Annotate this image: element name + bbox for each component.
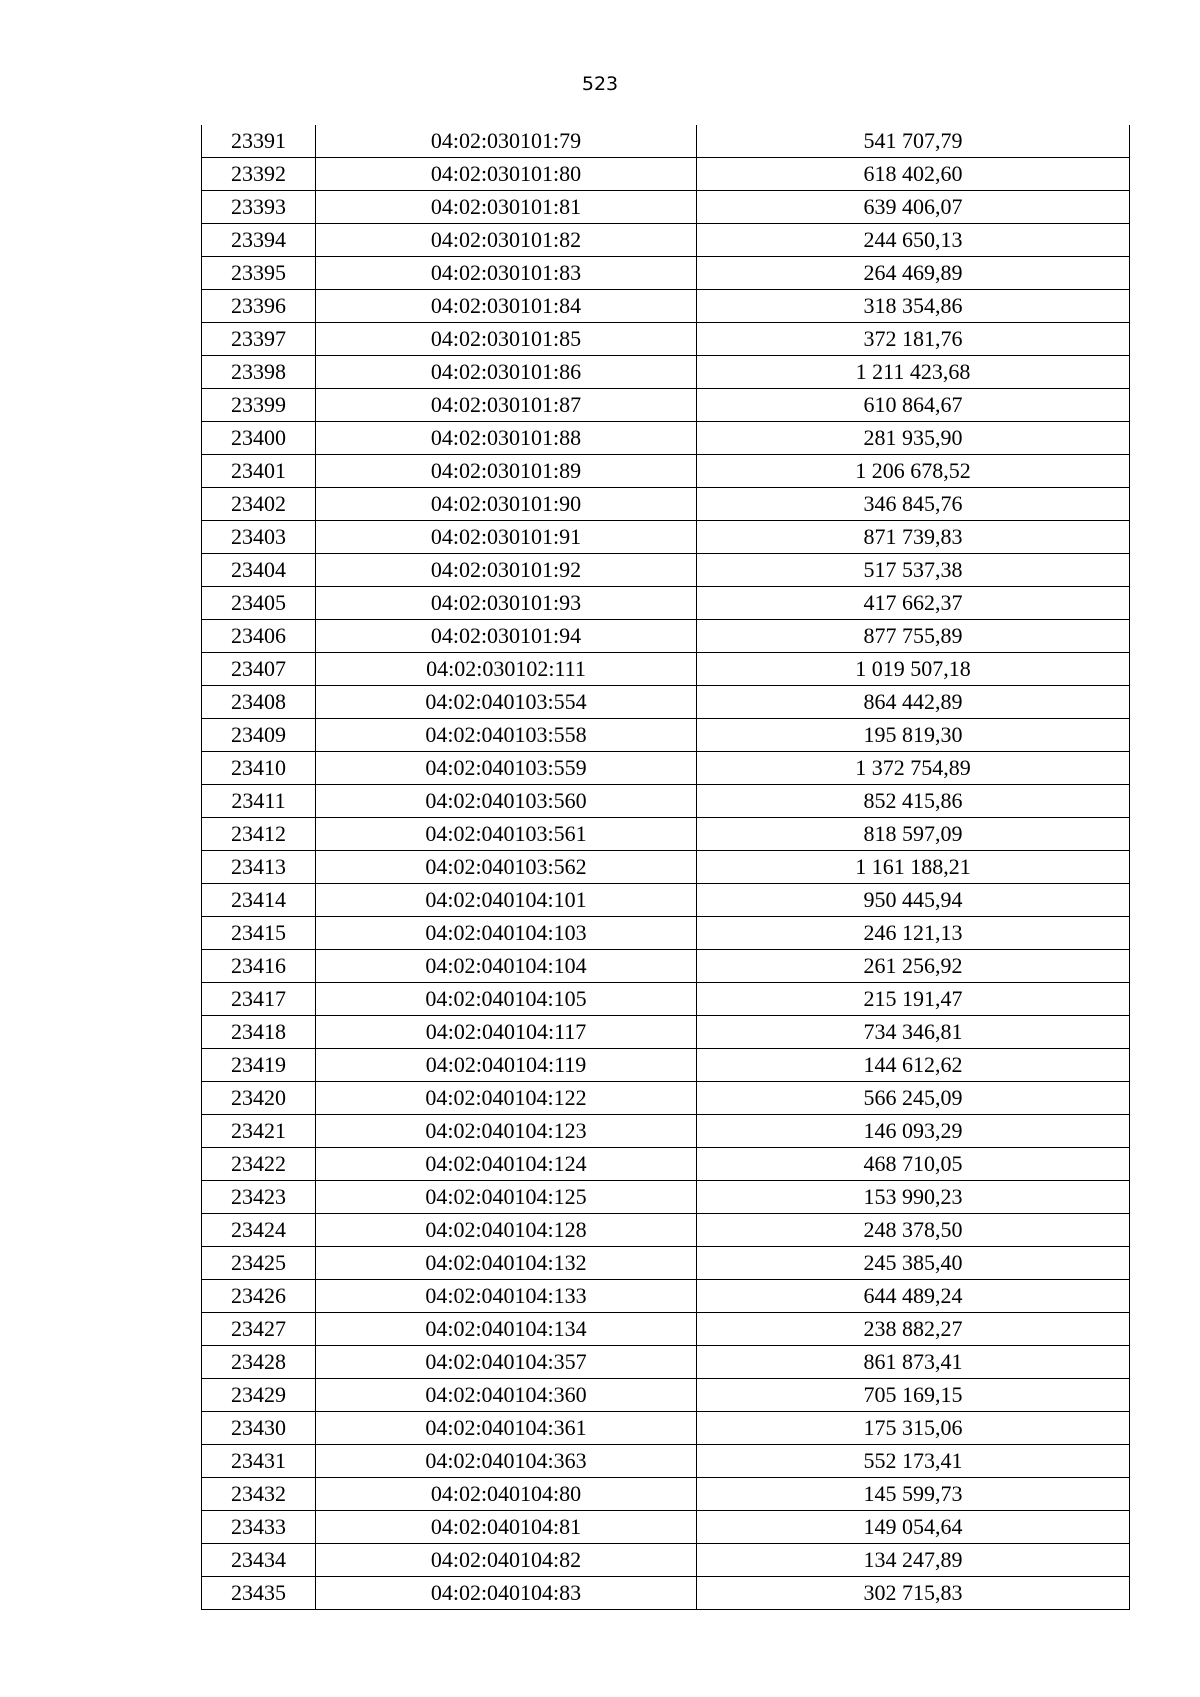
row-number-cell: 23391 (202, 125, 316, 158)
table-row (202, 851, 1130, 884)
cadastral-value-cell: 517 537,38 (697, 554, 1130, 587)
cadastral-value-cell: 864 442,89 (697, 686, 1130, 719)
cadastral-number-cell: 04:02:040104:132 (316, 1247, 697, 1280)
row-number-cell: 23430 (202, 1412, 316, 1445)
row-number-cell: 23416 (202, 950, 316, 983)
cadastral-value-cell: 417 662,37 (697, 587, 1130, 620)
cadastral-number-cell: 04:02:040103:561 (316, 818, 697, 851)
cadastral-number-cell: 04:02:040103:559 (316, 752, 697, 785)
cadastral-number-cell: 04:02:040104:82 (316, 1544, 697, 1577)
row-number-cell: 23394 (202, 224, 316, 257)
cadastral-number-cell: 04:02:030101:92 (316, 554, 697, 587)
row-number-cell: 23415 (202, 917, 316, 950)
cadastral-value-cell: 144 612,62 (697, 1049, 1130, 1082)
cadastral-value-cell: 818 597,09 (697, 818, 1130, 851)
cadastral-value-table (201, 125, 1130, 1610)
cadastral-number-cell: 04:02:030101:81 (316, 191, 697, 224)
table-row (202, 356, 1130, 389)
cadastral-number-cell: 04:02:030101:87 (316, 389, 697, 422)
cadastral-number-cell: 04:02:030101:86 (316, 356, 697, 389)
row-number-cell: 23428 (202, 1346, 316, 1379)
row-number-cell: 23407 (202, 653, 316, 686)
table-row (202, 752, 1130, 785)
row-number-cell: 23406 (202, 620, 316, 653)
row-number-cell: 23409 (202, 719, 316, 752)
cadastral-number-cell: 04:02:030102:111 (316, 653, 697, 686)
table-row (202, 1445, 1130, 1478)
cadastral-value-cell: 852 415,86 (697, 785, 1130, 818)
row-number-cell: 23413 (202, 851, 316, 884)
row-number-cell: 23432 (202, 1478, 316, 1511)
cadastral-number-cell: 04:02:030101:84 (316, 290, 697, 323)
cadastral-value-cell: 153 990,23 (697, 1181, 1130, 1214)
row-number-cell: 23393 (202, 191, 316, 224)
cadastral-value-cell: 215 191,47 (697, 983, 1130, 1016)
cadastral-number-cell: 04:02:040104:103 (316, 917, 697, 950)
row-number-cell: 23435 (202, 1577, 316, 1610)
row-number-cell: 23405 (202, 587, 316, 620)
cadastral-value-cell: 1 211 423,68 (697, 356, 1130, 389)
table-row (202, 389, 1130, 422)
cadastral-number-cell: 04:02:040104:128 (316, 1214, 697, 1247)
row-number-cell: 23412 (202, 818, 316, 851)
cadastral-number-cell: 04:02:040103:554 (316, 686, 697, 719)
cadastral-value-cell: 244 650,13 (697, 224, 1130, 257)
table-row (202, 719, 1130, 752)
cadastral-value-cell: 246 121,13 (697, 917, 1130, 950)
cadastral-number-cell: 04:02:040104:125 (316, 1181, 697, 1214)
table-row (202, 1247, 1130, 1280)
cadastral-number-cell: 04:02:030101:79 (316, 125, 697, 158)
table-row (202, 1148, 1130, 1181)
cadastral-value-cell: 1 161 188,21 (697, 851, 1130, 884)
cadastral-number-cell: 04:02:040104:117 (316, 1016, 697, 1049)
table-row (202, 1577, 1130, 1610)
row-number-cell: 23410 (202, 752, 316, 785)
cadastral-value-table-container (201, 125, 1129, 1610)
table-row (202, 1016, 1130, 1049)
table-row (202, 1313, 1130, 1346)
row-number-cell: 23396 (202, 290, 316, 323)
table-row (202, 983, 1130, 1016)
cadastral-value-cell: 1 206 678,52 (697, 455, 1130, 488)
row-number-cell: 23425 (202, 1247, 316, 1280)
cadastral-value-cell: 871 739,83 (697, 521, 1130, 554)
row-number-cell: 23423 (202, 1181, 316, 1214)
table-row (202, 125, 1130, 158)
cadastral-number-cell: 04:02:040104:81 (316, 1511, 697, 1544)
row-number-cell: 23401 (202, 455, 316, 488)
cadastral-number-cell: 04:02:030101:85 (316, 323, 697, 356)
row-number-cell: 23400 (202, 422, 316, 455)
table-row (202, 1511, 1130, 1544)
cadastral-number-cell: 04:02:040104:357 (316, 1346, 697, 1379)
cadastral-value-cell: 248 378,50 (697, 1214, 1130, 1247)
cadastral-value-cell: 134 247,89 (697, 1544, 1130, 1577)
cadastral-number-cell: 04:02:030101:94 (316, 620, 697, 653)
cadastral-number-cell: 04:02:040103:558 (316, 719, 697, 752)
table-body (202, 125, 1130, 1610)
cadastral-value-cell: 195 819,30 (697, 719, 1130, 752)
cadastral-value-cell: 468 710,05 (697, 1148, 1130, 1181)
table-row (202, 686, 1130, 719)
row-number-cell: 23418 (202, 1016, 316, 1049)
row-number-cell: 23429 (202, 1379, 316, 1412)
table-row (202, 290, 1130, 323)
row-number-cell: 23403 (202, 521, 316, 554)
row-number-cell: 23414 (202, 884, 316, 917)
cadastral-value-cell: 318 354,86 (697, 290, 1130, 323)
table-row (202, 422, 1130, 455)
row-number-cell: 23424 (202, 1214, 316, 1247)
cadastral-value-cell: 145 599,73 (697, 1478, 1130, 1511)
cadastral-value-cell: 346 845,76 (697, 488, 1130, 521)
row-number-cell: 23427 (202, 1313, 316, 1346)
cadastral-number-cell: 04:02:030101:80 (316, 158, 697, 191)
cadastral-value-cell: 264 469,89 (697, 257, 1130, 290)
table-row (202, 884, 1130, 917)
cadastral-number-cell: 04:02:040104:104 (316, 950, 697, 983)
cadastral-value-cell: 552 173,41 (697, 1445, 1130, 1478)
table-row (202, 950, 1130, 983)
table-row (202, 257, 1130, 290)
row-number-cell: 23421 (202, 1115, 316, 1148)
cadastral-number-cell: 04:02:030101:83 (316, 257, 697, 290)
cadastral-number-cell: 04:02:030101:93 (316, 587, 697, 620)
row-number-cell: 23398 (202, 356, 316, 389)
cadastral-number-cell: 04:02:040104:360 (316, 1379, 697, 1412)
row-number-cell: 23417 (202, 983, 316, 1016)
table-row (202, 1115, 1130, 1148)
cadastral-value-cell: 861 873,41 (697, 1346, 1130, 1379)
table-row (202, 158, 1130, 191)
cadastral-value-cell: 877 755,89 (697, 620, 1130, 653)
table-row (202, 1379, 1130, 1412)
cadastral-value-cell: 734 346,81 (697, 1016, 1130, 1049)
cadastral-value-cell: 238 882,27 (697, 1313, 1130, 1346)
cadastral-value-cell: 302 715,83 (697, 1577, 1130, 1610)
cadastral-number-cell: 04:02:040104:119 (316, 1049, 697, 1082)
cadastral-number-cell: 04:02:030101:89 (316, 455, 697, 488)
table-row (202, 1478, 1130, 1511)
row-number-cell: 23419 (202, 1049, 316, 1082)
table-row (202, 521, 1130, 554)
cadastral-value-cell: 175 315,06 (697, 1412, 1130, 1445)
row-number-cell: 23433 (202, 1511, 316, 1544)
table-row (202, 1280, 1130, 1313)
cadastral-number-cell: 04:02:030101:90 (316, 488, 697, 521)
table-row (202, 455, 1130, 488)
table-row (202, 818, 1130, 851)
cadastral-value-cell: 618 402,60 (697, 158, 1130, 191)
cadastral-number-cell: 04:02:030101:91 (316, 521, 697, 554)
row-number-cell: 23402 (202, 488, 316, 521)
cadastral-number-cell: 04:02:040104:83 (316, 1577, 697, 1610)
cadastral-value-cell: 541 707,79 (697, 125, 1130, 158)
row-number-cell: 23434 (202, 1544, 316, 1577)
cadastral-value-cell: 149 054,64 (697, 1511, 1130, 1544)
cadastral-value-cell: 644 489,24 (697, 1280, 1130, 1313)
row-number-cell: 23411 (202, 785, 316, 818)
cadastral-value-cell: 261 256,92 (697, 950, 1130, 983)
cadastral-value-cell: 281 935,90 (697, 422, 1130, 455)
cadastral-number-cell: 04:02:040104:123 (316, 1115, 697, 1148)
table-row (202, 191, 1130, 224)
cadastral-value-cell: 1 019 507,18 (697, 653, 1130, 686)
cadastral-number-cell: 04:02:040103:562 (316, 851, 697, 884)
row-number-cell: 23431 (202, 1445, 316, 1478)
table-row (202, 323, 1130, 356)
table-row (202, 554, 1130, 587)
table-row (202, 488, 1130, 521)
cadastral-number-cell: 04:02:040104:124 (316, 1148, 697, 1181)
table-row (202, 1181, 1130, 1214)
cadastral-value-cell: 610 864,67 (697, 389, 1130, 422)
table-row (202, 1412, 1130, 1445)
cadastral-number-cell: 04:02:040104:122 (316, 1082, 697, 1115)
cadastral-value-cell: 639 406,07 (697, 191, 1130, 224)
table-row (202, 653, 1130, 686)
table-row (202, 224, 1130, 257)
cadastral-number-cell: 04:02:040104:101 (316, 884, 697, 917)
cadastral-number-cell: 04:02:040103:560 (316, 785, 697, 818)
table-row (202, 917, 1130, 950)
cadastral-number-cell: 04:02:040104:105 (316, 983, 697, 1016)
cadastral-value-cell: 245 385,40 (697, 1247, 1130, 1280)
row-number-cell: 23408 (202, 686, 316, 719)
cadastral-number-cell: 04:02:040104:363 (316, 1445, 697, 1478)
cadastral-number-cell: 04:02:030101:88 (316, 422, 697, 455)
cadastral-value-cell: 146 093,29 (697, 1115, 1130, 1148)
table-row (202, 1049, 1130, 1082)
row-number-cell: 23392 (202, 158, 316, 191)
cadastral-number-cell: 04:02:030101:82 (316, 224, 697, 257)
table-row (202, 1346, 1130, 1379)
table-row (202, 785, 1130, 818)
cadastral-number-cell: 04:02:040104:80 (316, 1478, 697, 1511)
cadastral-value-cell: 566 245,09 (697, 1082, 1130, 1115)
row-number-cell: 23420 (202, 1082, 316, 1115)
cadastral-number-cell: 04:02:040104:134 (316, 1313, 697, 1346)
page-number: 523 (581, 73, 619, 95)
cadastral-value-cell: 950 445,94 (697, 884, 1130, 917)
cadastral-number-cell: 04:02:040104:133 (316, 1280, 697, 1313)
cadastral-value-cell: 1 372 754,89 (697, 752, 1130, 785)
cadastral-value-cell: 372 181,76 (697, 323, 1130, 356)
row-number-cell: 23422 (202, 1148, 316, 1181)
row-number-cell: 23399 (202, 389, 316, 422)
table-row (202, 587, 1130, 620)
row-number-cell: 23397 (202, 323, 316, 356)
cadastral-value-cell: 705 169,15 (697, 1379, 1130, 1412)
table-row (202, 620, 1130, 653)
row-number-cell: 23395 (202, 257, 316, 290)
table-row (202, 1082, 1130, 1115)
row-number-cell: 23426 (202, 1280, 316, 1313)
cadastral-number-cell: 04:02:040104:361 (316, 1412, 697, 1445)
table-row (202, 1214, 1130, 1247)
row-number-cell: 23404 (202, 554, 316, 587)
table-row (202, 1544, 1130, 1577)
